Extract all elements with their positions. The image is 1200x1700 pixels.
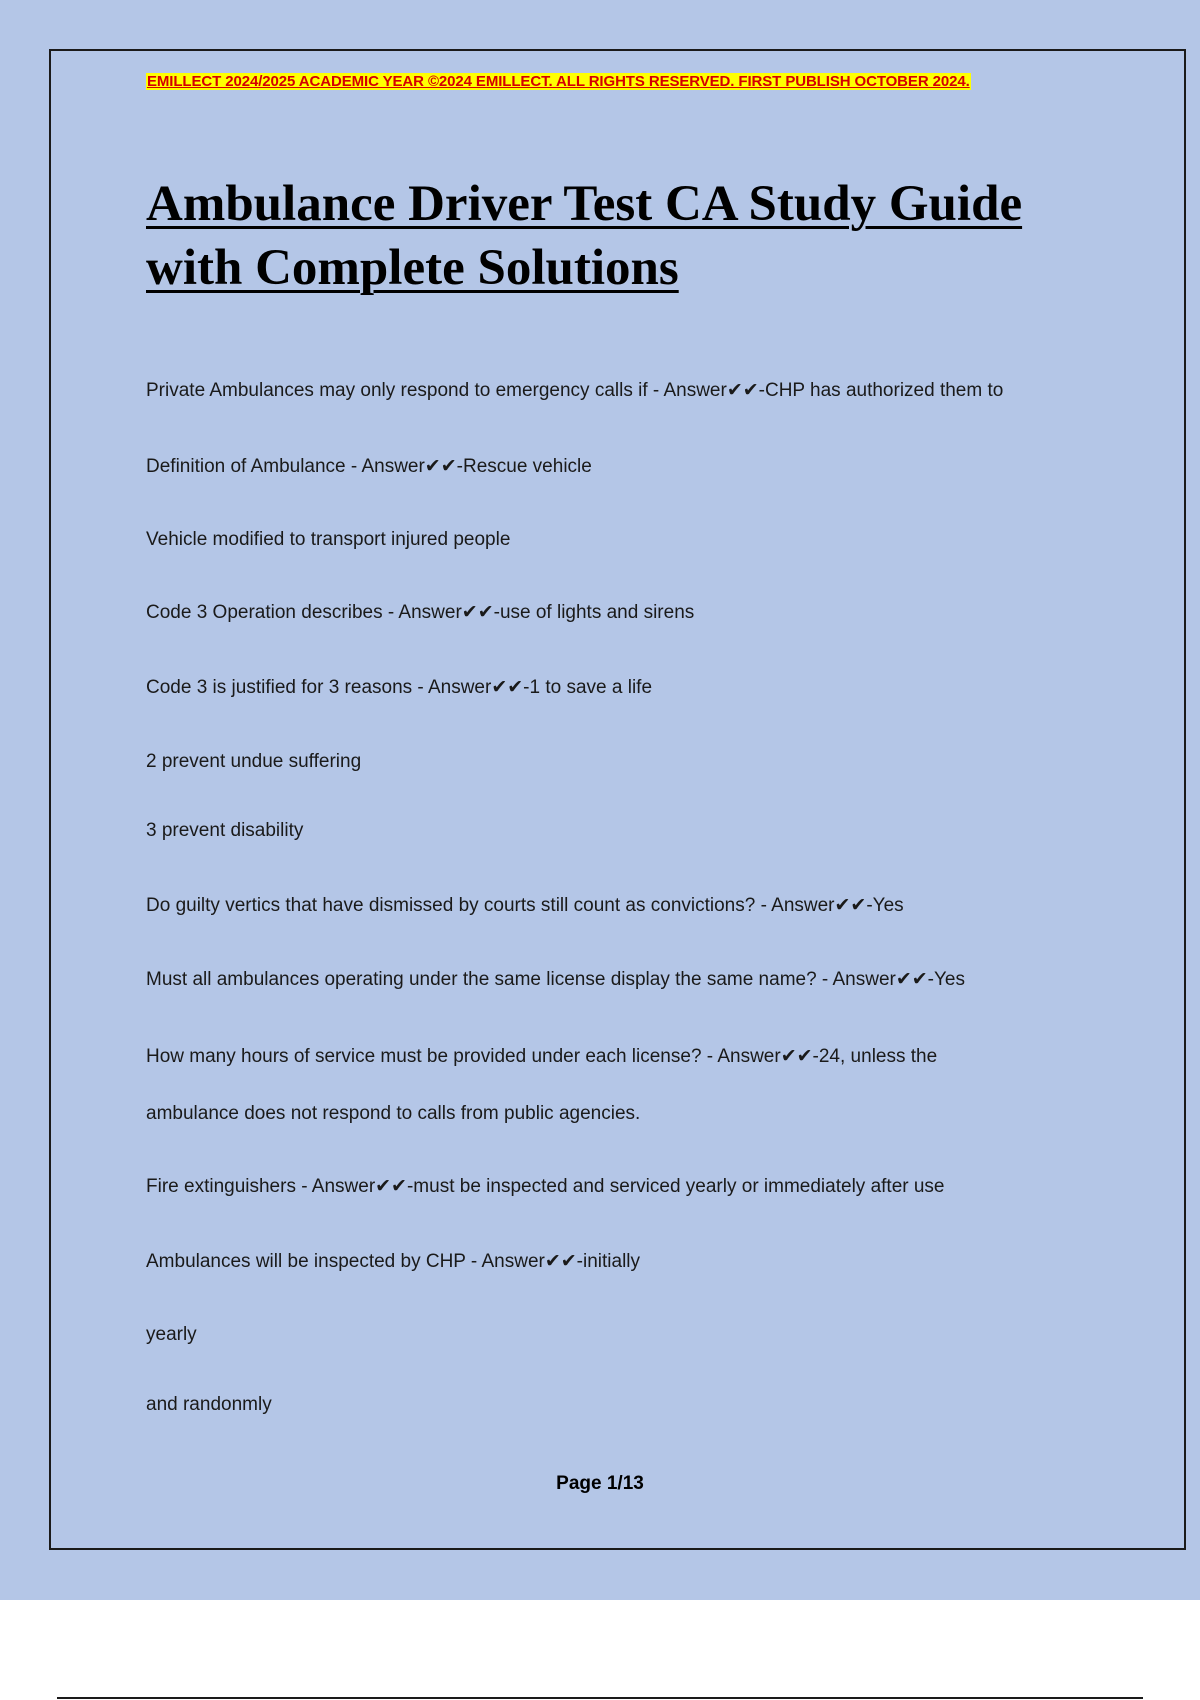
qa-line: ambulance does not respond to calls from public agencies. (146, 1103, 641, 1124)
copyright-notice: EMILLECT 2024/2025 ACADEMIC YEAR ©2024 EMILLECT. ALL RIGHTS RESERVED. FIRST PUBLISH OCTOBER 2024. (147, 73, 970, 90)
qa-line: 2 prevent undue suffering (146, 751, 362, 772)
qa-line: 3 prevent disability (146, 820, 304, 841)
page-number: Page 1/13 (556, 1473, 644, 1494)
qa-line: Code 3 Operation describes - Answer✔✔-use of lights and sirens (146, 602, 695, 623)
qa-line: Code 3 is justified for 3 reasons - Answer✔✔-1 to save a life (146, 677, 653, 698)
qa-line: How many hours of service must be provided under each license? - Answer✔✔-24, unless the (146, 1046, 938, 1067)
qa-line: Definition of Ambulance - Answer✔✔-Rescue vehicle (146, 456, 592, 477)
qa-line: Fire extinguishers - Answer✔✔-must be inspected and serviced yearly or immediately after use (146, 1176, 945, 1197)
qa-line: Private Ambulances may only respond to emergency calls if - Answer✔✔-CHP has authorized them to (146, 380, 1004, 401)
qa-line: Do guilty vertics that have dismissed by courts still count as convictions? - Answer✔✔-Yes (146, 895, 904, 916)
document-title-text: Ambulance Driver Test CA Study Guide with Complete Solutions (146, 176, 1023, 296)
qa-line: Must all ambulances operating under the same license display the same name? - Answer✔✔-Yes (146, 969, 966, 990)
qa-line: yearly (146, 1324, 197, 1345)
qa-line: Vehicle modified to transport injured people (146, 529, 511, 550)
next-page-top-rule (57, 1697, 1143, 1699)
qa-line: and randonmly (146, 1394, 272, 1415)
document-title (146, 172, 1106, 300)
qa-line: Ambulances will be inspected by CHP - Answer✔✔-initially (146, 1251, 641, 1272)
